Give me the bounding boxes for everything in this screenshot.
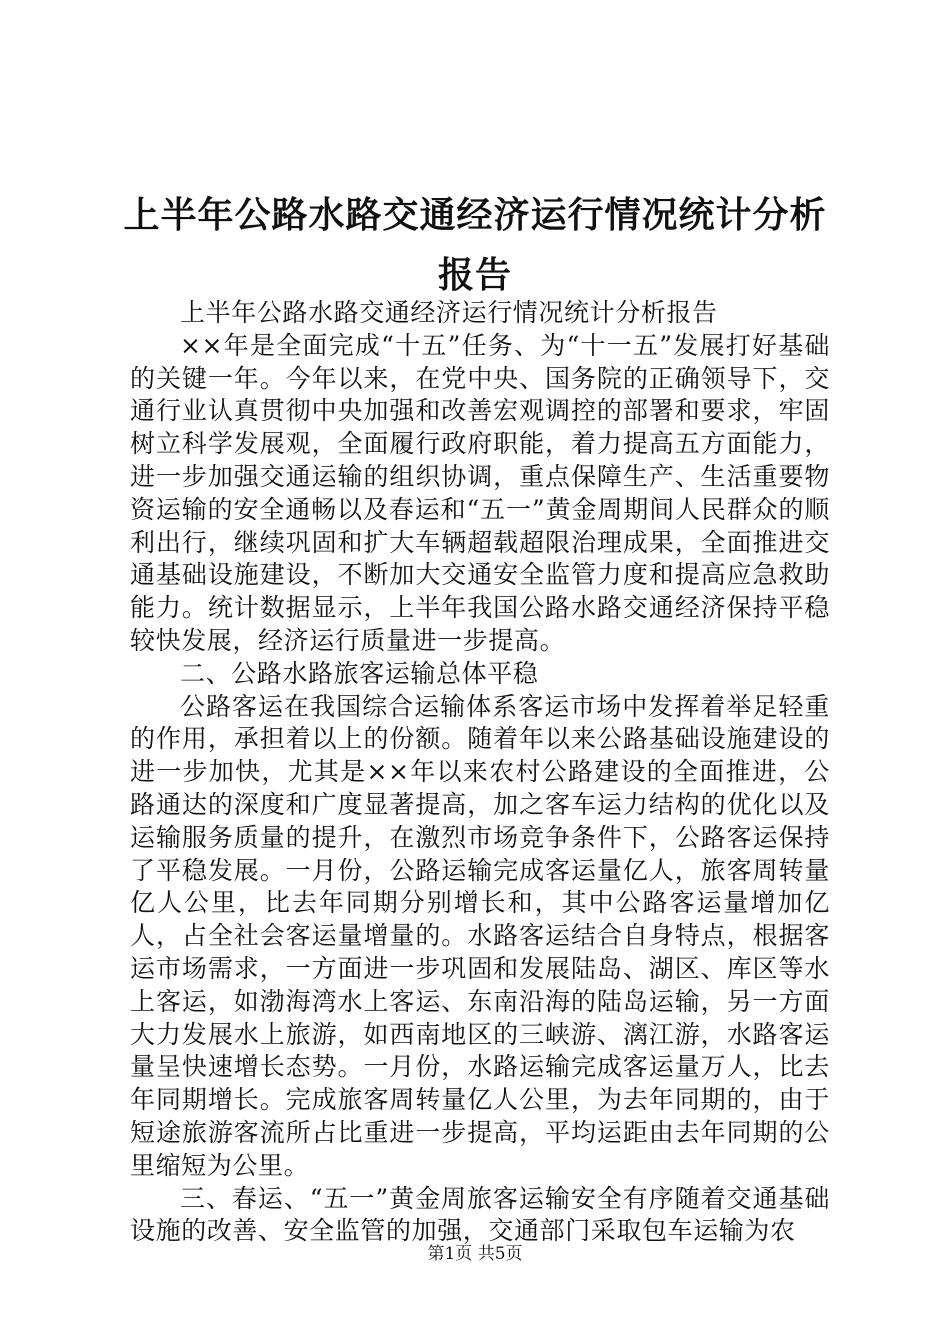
document-body bbox=[130, 297, 830, 1248]
paragraph-subtitle: 上半年公路水路交通经济运行情况统计分析报告 bbox=[180, 298, 718, 327]
section-heading-2: 二、公路水路旅客运输总体平稳 bbox=[180, 658, 539, 688]
document-title: 上半年公路水路交通经济运行情况统计分析报告 bbox=[123, 195, 827, 296]
paragraph-passenger-transport: 公路客运在我国综合运输体系客运市场中发挥着举足轻重的作用，承担着以上的份额。随着年以来公路基础设施建设的进一步加快，尤其是××年以来农村公路建设的全面推进，公路通达的深度和广度显著提高，加之客车运力结构的优化以及运输服务质量的提升，在激烈市场竞争条件下，公路客运保持了平稳发展。一月份，公路运输完成客运量亿人，旅客周转量亿人公里，比去年同期分别增长和，其中公路客运量增加亿人，占全社会客运量增量的。水路客运结合自身特点，根据客运市场需求，一方面进一步巩固和发展陆岛、湖区、库区等水上客运，如渤海湾水上客运、东南沿海的陆岛运输，另一方面大力发展水上旅游，如西南地区的三峡游、漓江游，水路客运量呈快速增长态势。一月份，水路运输完成客运量万人，比去年同期增长。完成旅客周转量亿人公里，为去年同期的，由于短途旅游客流所占比重进一步提高，平均运距由去年同期的公里缩短为公里。 bbox=[130, 691, 830, 1180]
paragraph-intro: ××年是全面完成“十五”任务、为“十一五”发展打好基础的关键一年。今年以来，在党中央、国务院的正确领导下，交通行业认真贯彻中央加强和改善宏观调控的部署和要求，牢固树立科学发展观，全面履行政府职能，着力提高五方面能力，进一步加强交通运输的组织协调，重点保障生产、生活重要物资运输的安全通畅以及春运和“五一”黄金周期间人民群众的顺利出行，继续巩固和扩大车辆超载超限治理成果，全面推进交通基础设施建设，不断加大交通安全监管力度和提高应急救助能力。统计数据显示，上半年我国公路水路交通经济保持平稳较快发展，经济运行质量进一步提高。 bbox=[130, 330, 830, 655]
page-footer: 第1页 共5页 bbox=[427, 1244, 523, 1264]
section-heading-3: 三、春运、“五一”黄金周旅客运输安全有序随着交通基础设施的改善、安全监管的加强，交通部门采取包车运输为农 bbox=[130, 1183, 830, 1246]
